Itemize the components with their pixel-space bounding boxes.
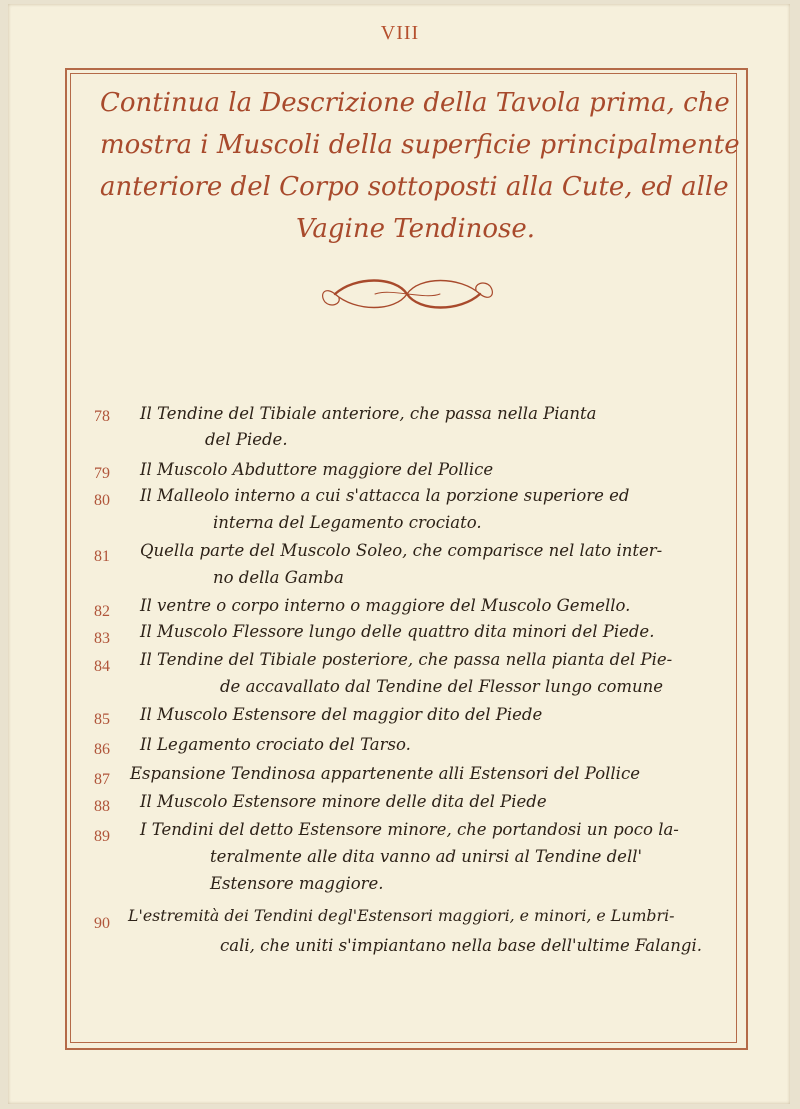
- title-line: Vagine Tendinose.: [296, 214, 536, 244]
- page-title: [100, 82, 740, 250]
- entry-text: Espansione Tendinosa appartenente alli Estensori del Pollice: [130, 764, 640, 783]
- title-line: Continua la Descrizione della Tavola prima, che: [100, 88, 730, 118]
- entry-text: interna del Legamento crociato.: [213, 513, 482, 532]
- entry-text: Il Muscolo Estensore minore delle dita del Piede: [140, 792, 547, 811]
- entry-text: L'estremità dei Tendini degl'Estensori maggiori, e minori, e Lumbri-: [128, 906, 675, 925]
- entry-number: 86: [94, 741, 110, 758]
- entry-text: Il Legamento crociato del Tarso.: [140, 735, 411, 754]
- entry-text: del Piede.: [205, 430, 288, 449]
- entry-number: 78: [94, 408, 110, 425]
- entry-text: no della Gamba: [213, 568, 344, 587]
- entry-text: Quella parte del Muscolo Soleo, che comparisce nel lato inter-: [140, 541, 663, 560]
- calligraphic-flourish: [315, 272, 500, 316]
- entry-number: 82: [94, 603, 110, 620]
- entry-number: 89: [94, 828, 110, 845]
- title-line: anteriore del Corpo sottoposti alla Cute, ed alle: [100, 172, 729, 202]
- entry-text: teralmente alle dita vanno ad unirsi al Tendine dell': [210, 847, 643, 866]
- entry-text: cali, che uniti s'impiantano nella base dell'ultime Falangi.: [220, 936, 702, 955]
- entry-text: Il ventre o corpo interno o maggiore del Muscolo Gemello.: [140, 596, 631, 615]
- entry-number: 85: [94, 711, 110, 728]
- entry-number: 83: [94, 630, 110, 647]
- entry-number: 81: [94, 548, 110, 565]
- entry-number: 84: [94, 658, 110, 675]
- title-line: mostra i Muscoli della superficie principalmente: [100, 130, 740, 160]
- entry-number: 79: [94, 465, 110, 482]
- entry-number: 90: [94, 915, 110, 932]
- entry-text: Il Muscolo Abduttore maggiore del Pollice: [140, 460, 494, 479]
- entry-text: de accavallato dal Tendine del Flessor lungo comune: [220, 677, 664, 696]
- entry-number: 87: [94, 771, 110, 788]
- entry-text: I Tendini del detto Estensore minore, che portandosi un poco la-: [140, 820, 679, 839]
- entry-text: Il Muscolo Flessore lungo delle quattro dita minori del Piede.: [140, 622, 655, 641]
- entry-number: 88: [94, 798, 110, 815]
- entry-text: Estensore maggiore.: [210, 874, 384, 893]
- entry-text: Il Muscolo Estensore del maggior dito del Piede: [140, 705, 543, 724]
- entry-text: Il Tendine del Tibiale posteriore, che passa nella pianta del Pie-: [140, 650, 673, 669]
- entry-text: Il Tendine del Tibiale anteriore, che passa nella Pianta: [140, 404, 597, 423]
- entry-number: 80: [94, 492, 110, 509]
- entry-text: Il Malleolo interno a cui s'attacca la porzione superiore ed: [140, 486, 630, 505]
- page-number: VIII: [380, 22, 420, 44]
